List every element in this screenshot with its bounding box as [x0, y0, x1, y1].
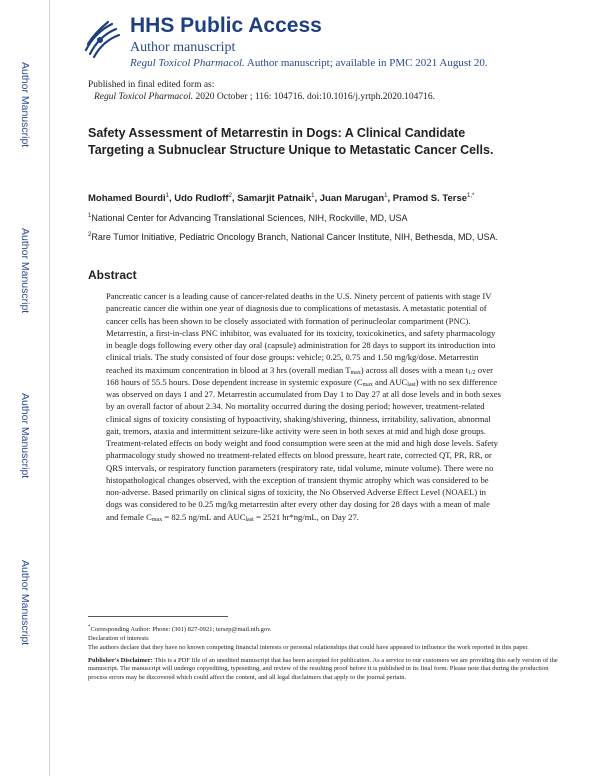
- author-manuscript-label: Author manuscript: [130, 40, 236, 55]
- availability-text: Author manuscript; available in PMC 2021 August 20.: [244, 57, 488, 69]
- footnote-marker: *: [88, 625, 91, 630]
- author-affiliation-marker: 1,*: [467, 193, 475, 199]
- affiliation: [88, 210, 558, 225]
- publisher-disclaimer: [88, 657, 558, 683]
- sidebar-label: Author Manuscript: [19, 393, 31, 479]
- abstract-text: = 82.5 ng/mL and AUC: [162, 511, 246, 522]
- author-name: Juan Marugan: [319, 193, 385, 205]
- abstract-text: ) with no sex difference was observed on days 1 and 27. Metarrestin accumulated from Day 1 to Day 27 at all dose levels and in both sexes by an overall factor of about 2.34. No mortality occurred during the dosing period; however, treatment-related clinical signs of toxicity consisting of hypoactivity, shaking/shivering, thinness, irritability, salivation, abnormal gait, tremors, ataxia and intermittent seizure-like activity were seen in both sexes at mid and high dose groups. Treatment-related effects on body weight and food consumption were seen at the mid and high dose levels. Safety pharmacology study showed no treatment-related effects on blood pressure, heart rate, corrected QT, PR, RR, or QRS intervals, or respiratory function parameters (respiratory rate, tidal volume, minute volume). There were no histopathological changes observed, with the exception of transient thymic atrophy which was considered to be non-adverse. Based primarily on clinical signs of toxicity, the No Observed Adverse Effect Level (NOAEL) in dogs was considered to be 0.25 mg/kg metarrestin after every other day dosing for 28 days with a mean of male and female C: [106, 376, 501, 522]
- publication-info: [88, 79, 568, 103]
- citation-line: [88, 91, 568, 103]
- author-name: Pramod S. Terse: [392, 193, 468, 205]
- subscript: max: [151, 516, 163, 523]
- disclaimer-label: Publisher's Disclaimer:: [88, 656, 153, 664]
- affiliation-text: Rare Tumor Initiative, Pediatric Oncology Branch, National Cancer Institute, NIH, Bethesda, MD, USA.: [91, 232, 499, 242]
- interests-text: The authors declare that they have no known competing financial interests or personal relationships that could have appeared to influence the work reported in this paper.: [88, 643, 529, 651]
- sidebar-divider: [49, 0, 50, 776]
- author-name: Udo Rudloff: [174, 193, 229, 205]
- citation-details: 2020 October ; 116: 104716. doi:10.1016/j.yrtph.2020.104716.: [193, 92, 436, 102]
- journal-availability-line: [130, 57, 488, 69]
- hhs-header: [78, 10, 578, 72]
- interests-heading: Declaration of interests: [88, 634, 149, 642]
- subscript: last: [245, 516, 254, 523]
- affiliation: [88, 229, 558, 244]
- abstract-text: over 168 hours of 55.5 hours. Dose dependent increase in systemic exposure (C: [106, 364, 494, 387]
- corresponding-author-note: [88, 624, 558, 635]
- author-list: Mohamed Bourdi$^1$, Udo Rudloff$^2$, Samarjit Patnaik$^1$, Juan Marugan$^1$, Pramod S. Terse$^{1,*}$: [88, 193, 475, 205]
- author-affiliation-marker: 1: [384, 193, 388, 199]
- affiliation-text: National Center for Advancing Translational Sciences, NIH, Rockville, MD, USA: [91, 213, 408, 223]
- citation-journal: Regul Toxicol Pharmacol.: [94, 92, 194, 102]
- abstract-heading: Abstract: [88, 268, 137, 282]
- affiliation-marker: 2: [88, 232, 92, 238]
- disclaimer-text: This is a PDF file of an unedited manuscript that has been accepted for publication. As a service to our customers we are providing this early version of the manuscript. The manuscript will undergo copyediting, typesetting, and review of the resulting proof before it is published in its final form. Please note that during the production process errors may be discovered which could affect the content, and all legal disclaimers that apply to the journal pertain.: [88, 656, 558, 682]
- abstract-body: [106, 290, 502, 523]
- footnotes: [88, 624, 558, 683]
- corresponding-author-text: Corresponding Author: Phone: (301) 827-0921; tersep@mail.nih.gov.: [90, 626, 272, 634]
- sidebar-label: Author Manuscript: [19, 560, 31, 646]
- author-affiliation-marker: 1: [165, 193, 169, 199]
- subscript: last: [407, 381, 416, 388]
- hhs-eagle-logo-icon: [78, 16, 124, 62]
- subscript: 1/2: [467, 369, 476, 376]
- abstract-text: and AUC: [372, 376, 408, 387]
- author-name: Samarjit Patnaik: [237, 193, 312, 205]
- affiliation-marker: 1: [88, 213, 92, 219]
- subscript: max: [362, 381, 373, 388]
- paper-title: Safety Assessment of Metarrestin in Dogs: A Clinical Candidate Targeting a Subnuclear Structure Unique to Metastatic Cancer Cells.: [88, 126, 494, 157]
- author-name: Mohamed Bourdi: [88, 193, 166, 205]
- journal-name: Regul Toxicol Pharmacol.: [130, 57, 245, 69]
- author-affiliation-marker: 1: [311, 193, 315, 199]
- subscript: max: [350, 369, 361, 376]
- footnote-divider: [88, 616, 228, 617]
- abstract-text: Pancreatic cancer is a leading cause of cancer-related deaths in the U.S. Ninety percent of patients with stage IV pancreatic cancer die within one year of diagnosis due to complications of metastasis. A metastatic potential of cancer cells has been shown to be closely associated with formation of perinucleolar compartment (PNC). Metarrestin, a first-in-class PNC inhibitor, was evaluated for its toxicity, toxicokinetics, and safety pharmacology in beagle dogs following every other day oral (capsule) administration for 28 days to support its introduction into clinical trials. The study consisted of four dose groups: vehicle; 0.25, 0.75 and 1.50 mg/kg/dose. Metarrestin reached its maximum concentration in blood at 3 hrs (overall median T: [106, 291, 496, 375]
- author-manuscript-sidebar: [0, 0, 50, 776]
- published-in-label: Published in final edited form as:: [88, 80, 215, 90]
- abstract-text: ) across all doses with a mean t: [360, 364, 468, 375]
- abstract-text: = 2521 hr*ng/mL, on Day 27.: [253, 511, 359, 522]
- sidebar-label: Author Manuscript: [19, 62, 31, 148]
- sidebar-label: Author Manuscript: [19, 228, 31, 314]
- author-affiliation-marker: 2: [228, 193, 232, 199]
- hhs-public-access-title: HHS Public Access: [130, 14, 322, 37]
